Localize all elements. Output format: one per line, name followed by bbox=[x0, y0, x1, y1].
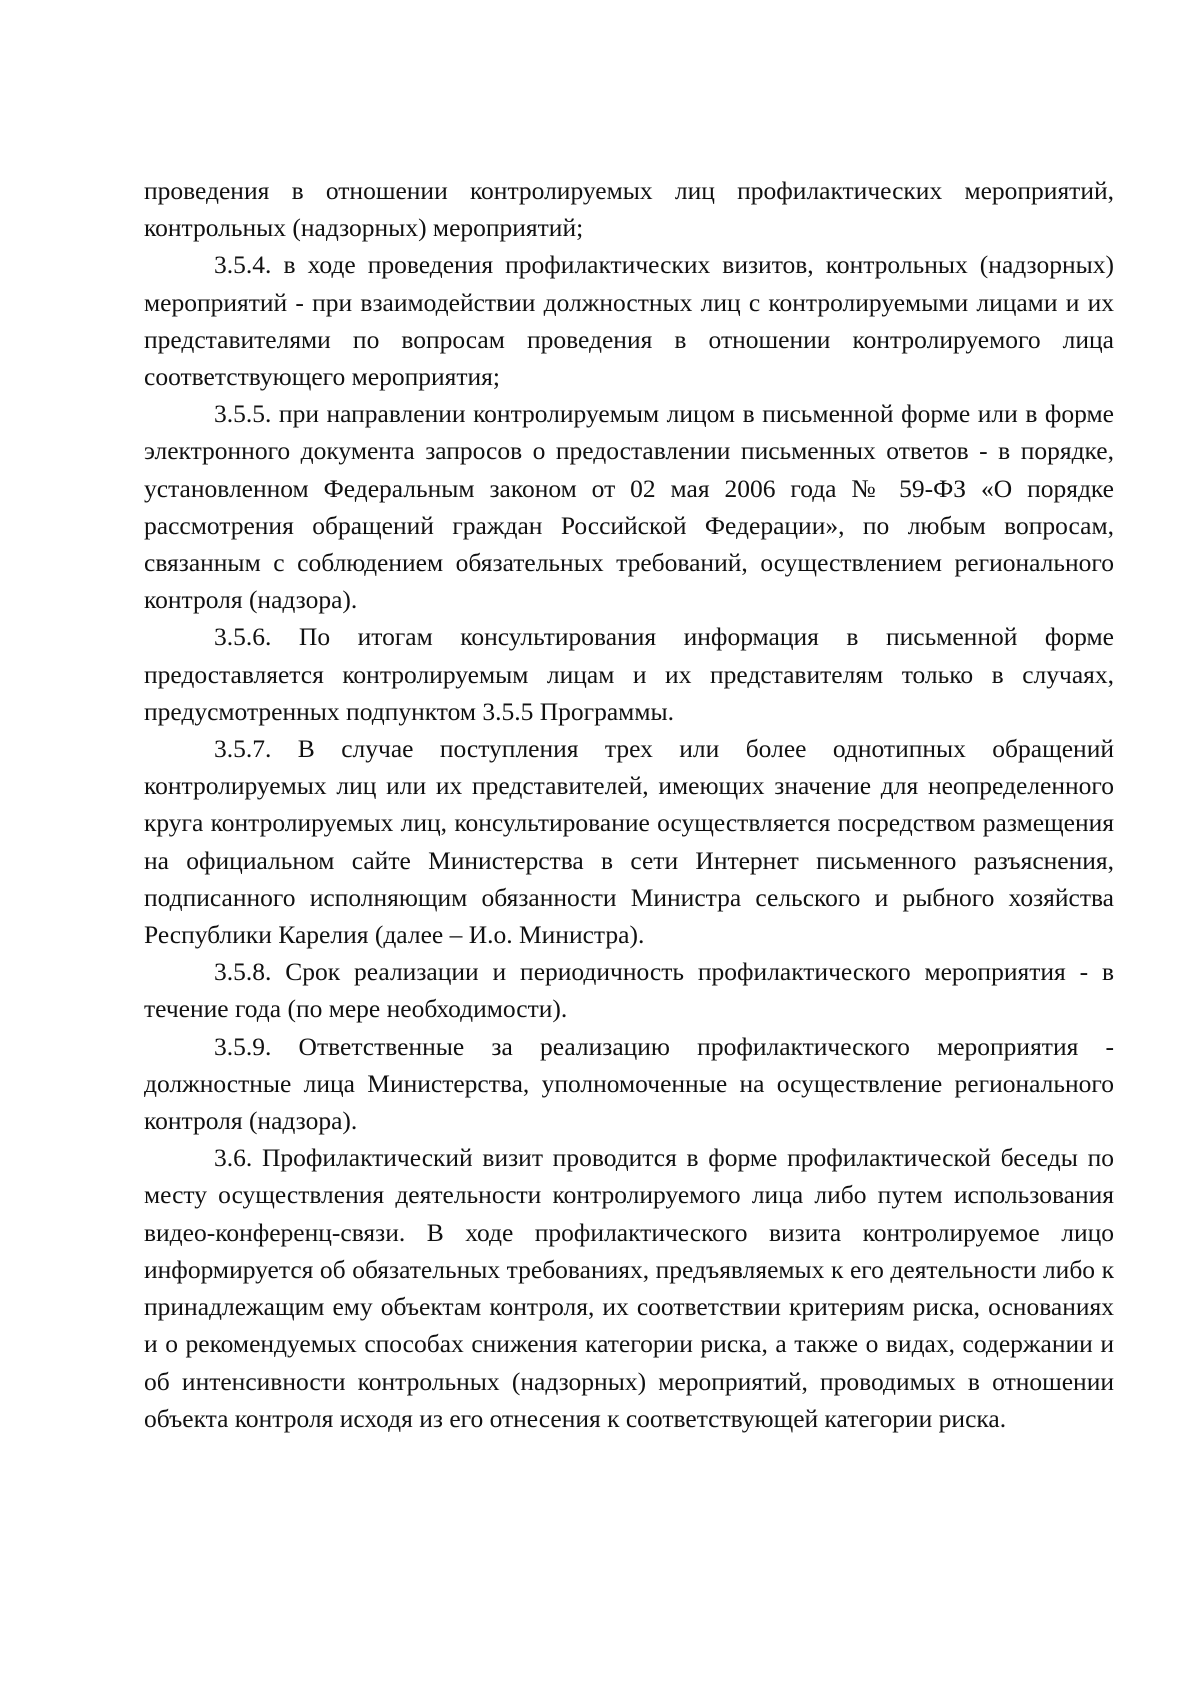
paragraph-3-5-9: 3.5.9. Ответственные за реализацию профилактического мероприятия - должностные лица Министерства, уполномоченные на осуществление регионального контроля (надзора). bbox=[144, 1031, 1114, 1136]
paragraph-3-5-8: 3.5.8. Срок реализации и периодичность профилактического мероприятия - в течение года (по мере необходимости). bbox=[144, 957, 1114, 1024]
paragraph-3-6: 3.6. Профилактический визит проводится в форме профилактической беседы по месту осуществления деятельности контролируемого лица либо путем использования видео-конференц-связи. В ходе профилактического визита контролируемое лицо информируется об обязательных требованиях, предъявляемых к его деятельности либо к принадлежащим ему объектам контроля, их соответствии критериям риска, основаниях и о рекомендуемых способах снижения категории риска, а также о видах, содержании и об интенсивности контрольных (надзорных) мероприятий, проводимых в отношении объекта контроля исходя из его отнесения к соответствующей категории риска. bbox=[144, 1143, 1114, 1433]
paragraph-3-5-6: 3.5.6. По итогам консультирования информация в письменной форме предоставляется контролируемым лицам и их представителям только в случаях, предусмотренных подпунктом 3.5.5 Программы. bbox=[144, 622, 1114, 726]
document-body bbox=[144, 172, 1114, 1437]
paragraph-3-5-4: 3.5.4. в ходе проведения профилактических визитов, контрольных (надзорных) мероприятий - при взаимодействии должностных лиц с контролируемыми лицами и их представителями по вопросам проведения в отношении контролируемого лица соответствующего мероприятия; bbox=[144, 250, 1114, 392]
paragraph-3-5-5: 3.5.5. при направлении контролируемым лицом в письменной форме или в форме электронного документа запросов о предоставлении письменных ответов - в порядке, установленном Федеральным законом от 02 мая 2006 года № 59-ФЗ «О порядке рассмотрения обращений граждан Российской Федерации», по любым вопросам, связанным с соблюдением обязательных требований, осуществлением регионального контроля (надзора). bbox=[144, 399, 1114, 615]
paragraph-continuation: проведения в отношении контролируемых лиц профилактических мероприятий, контрольных (надзорных) мероприятий; bbox=[144, 176, 1114, 243]
paragraph-3-5-7: 3.5.7. В случае поступления трех или более однотипных обращений контролируемых лиц или их представителей, имеющих значение для неопределенного круга контролируемых лиц, консультирование осуществляется посредством размещения на официальном сайте Министерства в сети Интернет письменного разъяснения, подписанного исполняющим обязанности Министра сельского и рыбного хозяйства Республики Карелия (далее – И.о. Министра). bbox=[144, 734, 1114, 950]
